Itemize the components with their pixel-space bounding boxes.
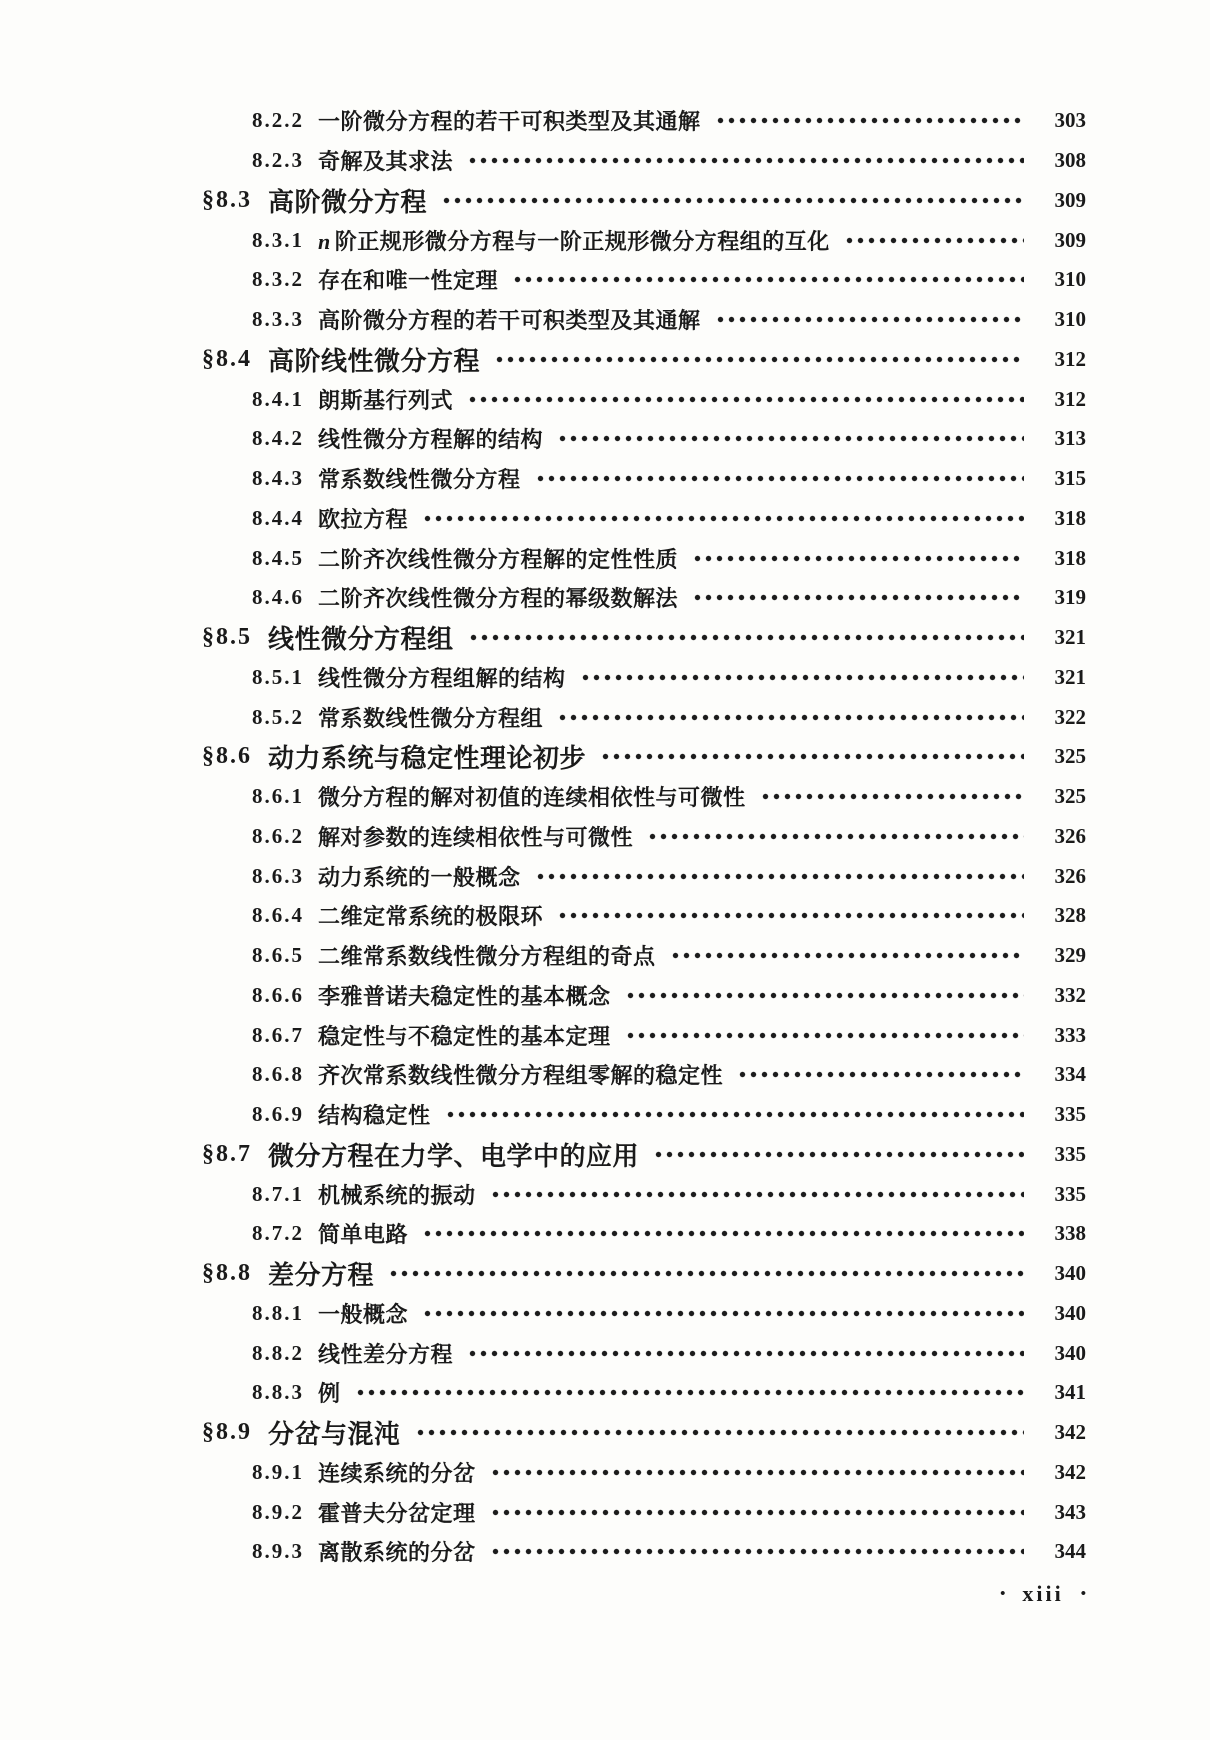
dot-leader [466, 632, 1024, 643]
entry-number: 8.4.4 [252, 505, 304, 530]
entry-number: §8.6 [202, 743, 252, 770]
toc-item-row [202, 976, 1086, 1016]
toc-item-row [202, 1214, 1086, 1254]
toc-item-row [202, 817, 1086, 857]
dot-leader [651, 1149, 1024, 1160]
entry-page: 343 [1054, 1499, 1086, 1524]
toc-item-row [202, 1532, 1086, 1572]
entry-page: 344 [1054, 1539, 1086, 1564]
toc-item-row [202, 379, 1086, 419]
entry-page: 335 [1054, 1181, 1086, 1206]
entry-page: 321 [1054, 664, 1086, 689]
entry-number: 8.6.4 [252, 903, 304, 928]
entry-page: 319 [1054, 585, 1086, 610]
dot-leader [386, 1268, 1024, 1279]
dot-leader [668, 950, 1024, 961]
toc-item-row [202, 578, 1086, 618]
toc-section-row [202, 1413, 1086, 1453]
dot-leader [533, 871, 1024, 882]
entry-title: 连续系统的分岔 [318, 1460, 476, 1486]
toc-item-row [202, 419, 1086, 459]
entry-page: 342 [1054, 1420, 1086, 1445]
toc-item-row [202, 1015, 1086, 1055]
entry-number: 8.3.2 [252, 267, 304, 292]
dot-leader [690, 592, 1024, 603]
entry-title: 高阶微分方程 [268, 186, 428, 217]
entry-number: 8.8.2 [252, 1340, 304, 1365]
footer-page-number: xiii [1022, 1581, 1064, 1606]
toc-item-row [202, 141, 1086, 181]
entry-title: 常系数线性微分方程 [318, 467, 521, 493]
dot-leader [713, 115, 1024, 126]
toc-item-row [202, 1095, 1086, 1135]
toc-item-row [202, 896, 1086, 936]
entry-number: 8.8.3 [252, 1380, 304, 1405]
entry-number: 8.4.5 [252, 545, 304, 570]
footer-right-bullet: • [1080, 1585, 1086, 1602]
entry-page: 325 [1054, 784, 1086, 809]
entry-title: 动力系统的一般概念 [318, 864, 521, 890]
dot-leader [578, 672, 1024, 683]
entry-page: 340 [1054, 1300, 1086, 1325]
entry-page: 335 [1054, 1102, 1086, 1127]
toc-section-row [202, 340, 1086, 380]
entry-title: 解对参数的连续相依性与可微性 [318, 824, 634, 850]
entry-number: 8.4.1 [252, 386, 304, 411]
entry-title: 二维定常系统的极限环 [318, 904, 544, 930]
dot-leader [465, 1348, 1024, 1359]
toc-section-row [202, 181, 1086, 221]
entry-page: 310 [1054, 267, 1086, 292]
toc-item-row [202, 1453, 1086, 1493]
entry-number: 8.6.8 [252, 1062, 304, 1087]
dot-leader [420, 1308, 1024, 1319]
entry-number: 8.2.3 [252, 148, 304, 173]
entry-title: 线性微分方程解的结构 [318, 427, 544, 453]
toc-item-row [202, 1294, 1086, 1334]
dot-leader [420, 513, 1024, 524]
entry-title: 奇解及其求法 [318, 149, 454, 175]
toc-item-row [202, 856, 1086, 896]
toc-section-row [202, 737, 1086, 777]
dot-leader [623, 1030, 1024, 1041]
dot-leader [510, 274, 1024, 285]
dot-leader [353, 1387, 1024, 1398]
toc-item-row [202, 101, 1086, 141]
entry-page: 303 [1054, 108, 1086, 133]
entry-page: 328 [1054, 903, 1086, 928]
entry-number: §8.4 [202, 345, 252, 372]
entry-number: §8.7 [202, 1140, 252, 1167]
entry-page: 334 [1054, 1062, 1086, 1087]
entry-page: 329 [1054, 943, 1086, 968]
entry-page: 309 [1054, 227, 1086, 252]
entry-title: 二维常系数线性微分方程组的奇点 [318, 944, 656, 970]
entry-title: 二阶齐次线性微分方程解的定性性质 [318, 546, 679, 572]
entry-page: 335 [1054, 1141, 1086, 1166]
entry-title: 线性微分方程组 [268, 624, 454, 655]
entry-title: 结构稳定性 [318, 1103, 431, 1129]
dot-leader [439, 195, 1024, 206]
entry-title: 差分方程 [268, 1260, 375, 1291]
entry-page: 308 [1054, 148, 1086, 173]
dot-leader [492, 354, 1024, 365]
dot-leader [443, 1109, 1024, 1120]
entry-page: 318 [1054, 505, 1086, 530]
dot-leader [555, 910, 1024, 921]
dot-leader [465, 155, 1024, 166]
entry-number: 8.7.1 [252, 1181, 304, 1206]
toc-item-row [202, 499, 1086, 539]
toc-section-row [202, 1254, 1086, 1294]
entry-title: 二阶齐次线性微分方程的幂级数解法 [318, 586, 679, 612]
entry-title: 线性差分方程 [318, 1341, 454, 1367]
entry-title: 朗斯基行列式 [318, 387, 454, 413]
entry-number: 8.3.3 [252, 307, 304, 332]
entry-title: 常系数线性微分方程组 [318, 705, 544, 731]
entry-title: 分岔与混沌 [268, 1419, 401, 1450]
dot-leader [713, 314, 1024, 325]
entry-page: 312 [1054, 346, 1086, 371]
entry-number: 8.4.3 [252, 466, 304, 491]
toc-item-row [202, 936, 1086, 976]
entry-page: 322 [1054, 704, 1086, 729]
entry-title: 线性微分方程组解的结构 [318, 665, 566, 691]
entry-title: 例 [318, 1381, 341, 1407]
dot-leader [598, 751, 1024, 762]
dot-leader [842, 235, 1024, 246]
entry-page: 342 [1054, 1459, 1086, 1484]
toc-item-row [202, 658, 1086, 698]
entry-title: 一阶微分方程的若干可积类型及其通解 [318, 109, 701, 135]
entry-number: 8.9.2 [252, 1499, 304, 1524]
toc-list [202, 101, 1086, 1572]
entry-page: 313 [1054, 426, 1086, 451]
dot-leader [488, 1189, 1024, 1200]
toc-item-row [202, 1492, 1086, 1532]
toc-item-row [202, 1055, 1086, 1095]
toc-item-row [202, 220, 1086, 260]
entry-number: 8.6.9 [252, 1102, 304, 1127]
entry-title: 简单电路 [318, 1222, 409, 1248]
toc-item-row [202, 1174, 1086, 1214]
entry-number: 8.5.2 [252, 704, 304, 729]
entry-number: 8.6.3 [252, 863, 304, 888]
entry-number: 8.3.1 [252, 227, 304, 252]
entry-number: 8.6.6 [252, 982, 304, 1007]
entry-number: 8.6.5 [252, 943, 304, 968]
entry-page: 315 [1054, 466, 1086, 491]
dot-leader [555, 712, 1024, 723]
dot-leader [533, 473, 1024, 484]
entry-title: 李雅普诺夫稳定性的基本概念 [318, 983, 611, 1009]
entry-title: 霍普夫分岔定理 [318, 1500, 476, 1526]
entry-number: 8.5.1 [252, 664, 304, 689]
entry-number: 8.8.1 [252, 1300, 304, 1325]
entry-page: 318 [1054, 545, 1086, 570]
entry-page: 312 [1054, 386, 1086, 411]
entry-title: n 阶正规形微分方程与一阶正规形微分方程组的互化 [318, 228, 830, 254]
entry-number: 8.7.2 [252, 1221, 304, 1246]
dot-leader [623, 990, 1024, 1001]
toc-section-row [202, 1135, 1086, 1175]
toc-item-row [202, 260, 1086, 300]
toc-item-row [202, 1333, 1086, 1373]
dot-leader [488, 1467, 1024, 1478]
footer-left-bullet: • [1000, 1585, 1006, 1602]
entry-page: 310 [1054, 307, 1086, 332]
entry-number: 8.9.1 [252, 1459, 304, 1484]
entry-number: 8.6.2 [252, 823, 304, 848]
entry-title: 存在和唯一性定理 [318, 268, 499, 294]
entry-number: 8.9.3 [252, 1539, 304, 1564]
entry-page: 321 [1054, 625, 1086, 650]
entry-number: 8.6.1 [252, 784, 304, 809]
dot-leader [465, 394, 1024, 405]
entry-page: 340 [1054, 1261, 1086, 1286]
entry-number: 8.4.6 [252, 585, 304, 610]
entry-page: 341 [1054, 1380, 1086, 1405]
entry-title: 高阶微分方程的若干可积类型及其通解 [318, 308, 701, 334]
dot-leader [645, 831, 1024, 842]
entry-number: §8.8 [202, 1260, 252, 1287]
entry-number: §8.9 [202, 1419, 252, 1446]
toc-item-row [202, 1373, 1086, 1413]
toc-item-row [202, 697, 1086, 737]
entry-page: 332 [1054, 982, 1086, 1007]
dot-leader [690, 553, 1024, 564]
dot-leader [555, 433, 1024, 444]
entry-page: 340 [1054, 1340, 1086, 1365]
entry-page: 326 [1054, 863, 1086, 888]
entry-title: 高阶线性微分方程 [268, 345, 481, 376]
entry-title: 动力系统与稳定性理论初步 [268, 743, 587, 774]
entry-number: 8.2.2 [252, 108, 304, 133]
entry-title: 离散系统的分岔 [318, 1540, 476, 1566]
dot-leader [488, 1507, 1024, 1518]
entry-title: 稳定性与不稳定性的基本定理 [318, 1023, 611, 1049]
toc-item-row [202, 777, 1086, 817]
entry-title: 机械系统的振动 [318, 1182, 476, 1208]
dot-leader [420, 1228, 1024, 1239]
toc-item-row [202, 300, 1086, 340]
entry-title: 微分方程在力学、电学中的应用 [268, 1140, 640, 1171]
entry-page: 326 [1054, 823, 1086, 848]
dot-leader [735, 1069, 1024, 1080]
entry-title: 微分方程的解对初值的连续相依性与可微性 [318, 785, 746, 811]
entry-page: 309 [1054, 187, 1086, 212]
entry-title: 齐次常系数线性微分方程组零解的稳定性 [318, 1063, 724, 1089]
entry-page: 325 [1054, 744, 1086, 769]
entry-number: 8.6.7 [252, 1022, 304, 1047]
toc-item-row [202, 459, 1086, 499]
entry-title: 欧拉方程 [318, 506, 409, 532]
dot-leader [758, 791, 1024, 802]
entry-page: 338 [1054, 1221, 1086, 1246]
entry-title: 一般概念 [318, 1301, 409, 1327]
entry-page: 333 [1054, 1022, 1086, 1047]
entry-number: §8.3 [202, 186, 252, 213]
entry-number: §8.5 [202, 624, 252, 651]
toc-section-row [202, 618, 1086, 658]
dot-leader [488, 1546, 1024, 1557]
dot-leader [413, 1427, 1024, 1438]
toc-item-row [202, 538, 1086, 578]
page-footer [1000, 1581, 1086, 1607]
entry-number: 8.4.2 [252, 426, 304, 451]
